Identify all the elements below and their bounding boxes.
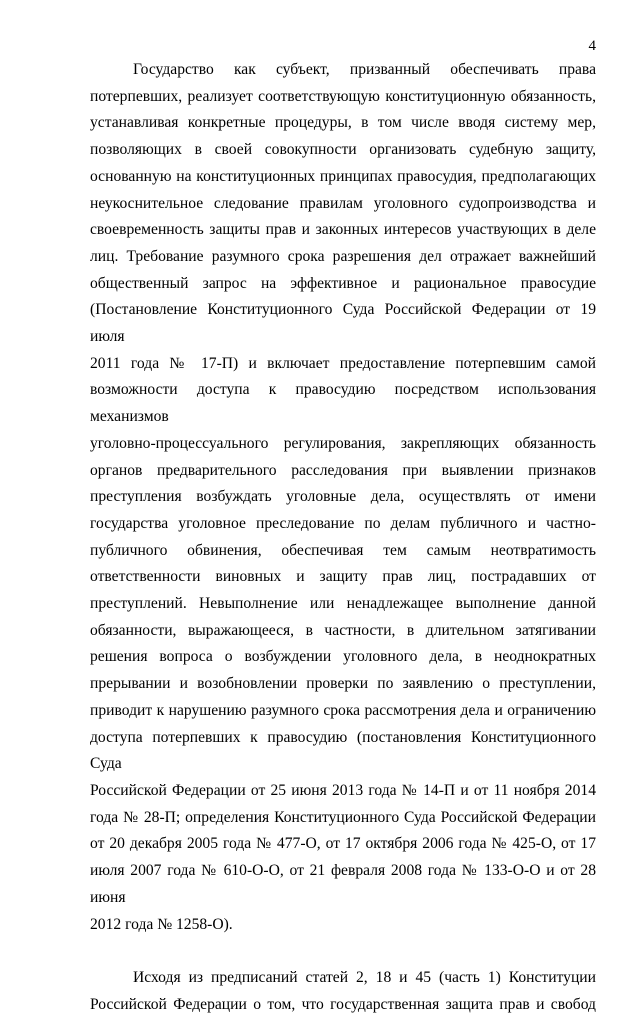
body-text bbox=[90, 57, 596, 1018]
text-line: года № 28-П; определения Конституционного Суда Российской Федерации bbox=[90, 808, 596, 826]
text-line: уголовно-процессуального регулирования, закрепляющих обязанность bbox=[90, 434, 596, 452]
text-line: возможности доступа к правосудию посредством использования механизмов bbox=[90, 381, 596, 426]
text-line: преступлений. Невыполнение или ненадлежащее выполнение данной bbox=[90, 595, 596, 613]
paragraph-1 bbox=[90, 57, 596, 938]
text-line: лиц. Требование разумного срока разрешения дел отражает важнейший bbox=[90, 247, 596, 265]
paragraph-2 bbox=[90, 965, 596, 1018]
text-line: обязанности, выражающееся, в частности, в длительном затягивании bbox=[90, 621, 596, 639]
text-line: устанавливая конкретные процедуры, в том числе вводя систему мер, bbox=[90, 114, 596, 132]
text-line: потерпевших, реализует соответствующую конституционную обязанность, bbox=[90, 87, 596, 105]
text-line: (Постановление Конституционного Суда Российской Федерации от 19 июля bbox=[90, 301, 596, 346]
text-line: государства уголовное преследование по делам публичного и частно- bbox=[90, 514, 596, 532]
text-line: решения вопроса о возбуждении уголовного дела, в неоднократных bbox=[90, 648, 596, 666]
text-line: публичного обвинения, обеспечивая тем самым неотвратимость bbox=[90, 541, 596, 559]
text-line: прерывании и возобновлении проверки по заявлению о преступлении, bbox=[90, 675, 596, 693]
text-line: ответственности виновных и защиту прав лиц, пострадавших от bbox=[90, 568, 596, 586]
text-line: преступления возбуждать уголовные дела, осуществлять от имени bbox=[90, 488, 596, 506]
text-line: 2011 года № 17-П) и включает предоставление потерпевшим самой bbox=[90, 354, 596, 372]
text-line: от 20 декабря 2005 года № 477-О, от 17 октября 2006 года № 425-О, от 17 bbox=[90, 835, 596, 853]
text-line: позволяющих в своей совокупности организовать судебную защиту, bbox=[90, 141, 596, 159]
text-line: доступа потерпевших к правосудию (постановления Конституционного Суда bbox=[90, 728, 596, 773]
text-line: Исходя из предписаний статей 2, 18 и 45 (часть 1) Конституции bbox=[133, 968, 596, 986]
text-line: неукоснительное следование правилам уголовного судопроизводства и bbox=[90, 194, 596, 212]
paragraph-gap bbox=[90, 938, 596, 965]
text-line: 2012 года № 1258-О). bbox=[90, 915, 233, 933]
text-line: Государство как субъект, призванный обеспечивать права bbox=[133, 61, 596, 78]
text-line: своевременность защиты прав и законных интересов участвующих в деле bbox=[90, 221, 596, 239]
text-line: июля 2007 года № 610-О-О, от 21 февраля 2008 года № 133-О-О и от 28 июня bbox=[90, 862, 596, 906]
text-line: приводит к нарушению разумного срока рассмотрения дела и ограничению bbox=[90, 701, 596, 719]
text-line: Российской Федерации о том, что государственная защита прав и свобод bbox=[90, 995, 596, 1013]
page-number: 4 bbox=[588, 38, 596, 54]
text-line: Российской Федерации от 25 июня 2013 года № 14-П и от 11 ноября 2014 bbox=[90, 781, 596, 799]
text-line: основанную на конституционных принципах правосудия, предполагающих bbox=[90, 167, 596, 185]
text-line: органов предварительного расследования при выявлении признаков bbox=[90, 461, 596, 479]
text-line: общественный запрос на эффективное и рациональное правосудие bbox=[90, 274, 596, 292]
